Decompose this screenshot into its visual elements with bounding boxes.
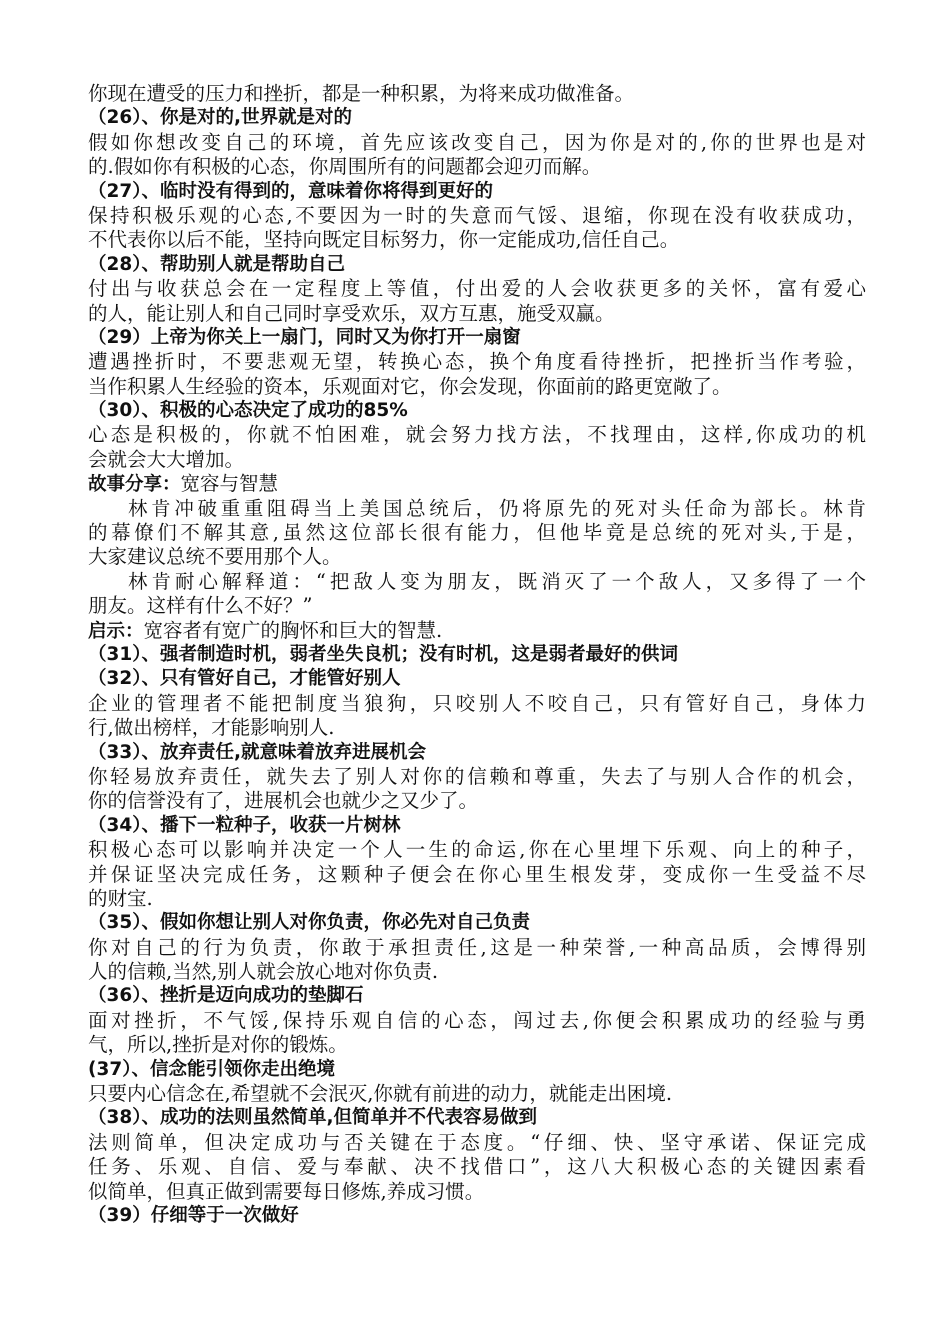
body-text-line: 你现在遭受的压力和挫折，都是一种积累，为将来成功做准备。 xyxy=(88,82,635,105)
body-text-line: 人的信赖,当然,别人就会放心地对你负责. xyxy=(88,960,439,984)
body-text-line: 当作积累人生经验的资本，乐观面对它，你会发现，你面前的路更宽敞了。 xyxy=(88,374,732,398)
section-heading: （39）仔细等于一次做好 xyxy=(88,1204,299,1226)
body-text-line: 面对挫折，不气馁,保持乐观自信的心态，闯过去,你便会积累成功的经验与勇 xyxy=(88,1008,866,1032)
line-text: 宽容者有宽广的胸怀和巨大的智慧. xyxy=(143,618,443,642)
body-text-line: 行,做出榜样，才能影响别人. xyxy=(88,716,335,740)
body-text-line: 付出与收获总会在一定程度上等值，付出爱的人会收获更多的关怀，富有爱心 xyxy=(88,277,866,301)
body-text-line: 积极心态可以影响并决定一个人一生的命运,你在心里埋下乐观、向上的种子， xyxy=(88,838,866,862)
section-heading: （29）上帝为你关上一扇门，同时又为你打开一扇窗 xyxy=(88,326,521,348)
section-heading: （27）、临时没有得到的，意味着你将得到更好的 xyxy=(88,180,493,202)
body-text-line: 遭遇挫折时，不要悲观无望，转换心态，换个角度看待挫折，把挫折当作考验， xyxy=(88,350,866,374)
section-heading: （38）、成功的法则虽然简单,但简单并不代表容易做到 xyxy=(88,1107,538,1129)
body-text-line: 保持积极乐观的心态,不要因为一时的失意而气馁、退缩，你现在没有收获成功， xyxy=(88,203,866,227)
body-text-line: 的幕僚们不解其意,虽然这位部长很有能力，但他毕竟是总统的死对头,于是， xyxy=(88,521,866,545)
section-heading: （30）、积极的心态决定了成功的85% xyxy=(88,400,408,422)
section-heading: (37）、信念能引领你走出绝境 xyxy=(88,1058,335,1080)
section-heading: （31）、强者制造时机，弱者坐失良机；没有时机，这是弱者最好的供词 xyxy=(88,643,678,665)
body-text-line: 心态是积极的，你就不怕困难，就会努力找方法，不找理由，这样,你成功的机 xyxy=(88,423,866,447)
body-text-line: 林肯冲破重重阻碍当上美国总统后，仍将原先的死对头任命为部长。林肯 xyxy=(128,496,866,520)
section-heading: （28）、帮助别人就是帮助自己 xyxy=(88,253,345,275)
body-text-line: 不代表你以后不能，坚持向既定目标努力，你一定能成功,信任自己。 xyxy=(88,228,680,252)
section-heading: （34）、播下一粒种子，收获一片树林 xyxy=(88,814,401,836)
body-text-line: 你轻易放弃责任，就失去了别人对你的信赖和尊重，失去了与别人合作的机会， xyxy=(88,764,866,788)
body-text-line: 大家建议总统不要用那个人。 xyxy=(88,545,342,569)
body-text-line: 任务、乐观、自信、爱与奉献、决不找借口”，这八大积极心态的关键因素看 xyxy=(88,1155,866,1179)
section-heading: （32）、只有管好自己，才能管好别人 xyxy=(88,668,401,690)
body-text-line: 的财宝. xyxy=(88,886,153,910)
body-text-line: 的.假如你有积极的心态，你周围所有的问题都会迎刃而解。 xyxy=(88,155,602,179)
section-heading: （33）、放弃责任,就意味着放弃进展机会 xyxy=(88,741,427,763)
body-text-line: 的人，能让别人和自己同时享受欢乐，双方互惠，施受双赢。 xyxy=(88,301,615,325)
body-text-line: 企业的管理者不能把制度当狼狗，只咬别人不咬自己，只有管好自己，身体力 xyxy=(88,691,866,715)
labeled-line xyxy=(88,619,866,643)
body-text-line: 似简单，但真正做到需要每日修炼,养成习惯。 xyxy=(88,1179,485,1203)
body-text-line: 林肯耐心解释道：“把敌人变为朋友，既消灭了一个敌人，又多得了一个 xyxy=(128,569,866,593)
line-label: 启示： xyxy=(88,620,144,642)
body-text-line: 气，所以,挫折是对你的锻炼。 xyxy=(88,1033,348,1057)
body-text-line: 你的信誉没有了，进展机会也就少之又少了。 xyxy=(88,789,479,813)
section-heading: （26）、你是对的,世界就是对的 xyxy=(88,107,353,129)
labeled-line xyxy=(88,472,866,496)
document-page xyxy=(88,82,866,1228)
body-text-line: 只要内心信念在,希望就不会泯灭,你就有前进的动力，就能走出困境. xyxy=(88,1082,673,1106)
section-heading: （35）、假如你想让别人对你负责，你必先对自己负责 xyxy=(88,912,530,934)
line-text: 宽容与智慧 xyxy=(180,472,279,496)
line-label: 故事分享： xyxy=(88,474,181,496)
body-text-line: 法则简单，但决定成功与否关键在于态度。“仔细、快、坚守承诺、保证完成 xyxy=(88,1130,866,1154)
body-text-line: 并保证坚决完成任务，这颗种子便会在你心里生根发芽，变成你一生受益不尽 xyxy=(88,862,866,886)
section-heading: （36）、挫折是迈向成功的垫脚石 xyxy=(88,985,364,1007)
body-text-line: 假如你想改变自己的环境，首先应该改变自己，因为你是对的,你的世界也是对 xyxy=(88,130,866,154)
body-text-line: 你对自己的行为负责，你敢于承担责任,这是一种荣誉,一种高品质，会博得别 xyxy=(88,935,866,959)
body-text-line: 朋友。这样有什么不好？” xyxy=(88,594,313,618)
body-text-line: 会就会大大增加。 xyxy=(88,447,245,471)
